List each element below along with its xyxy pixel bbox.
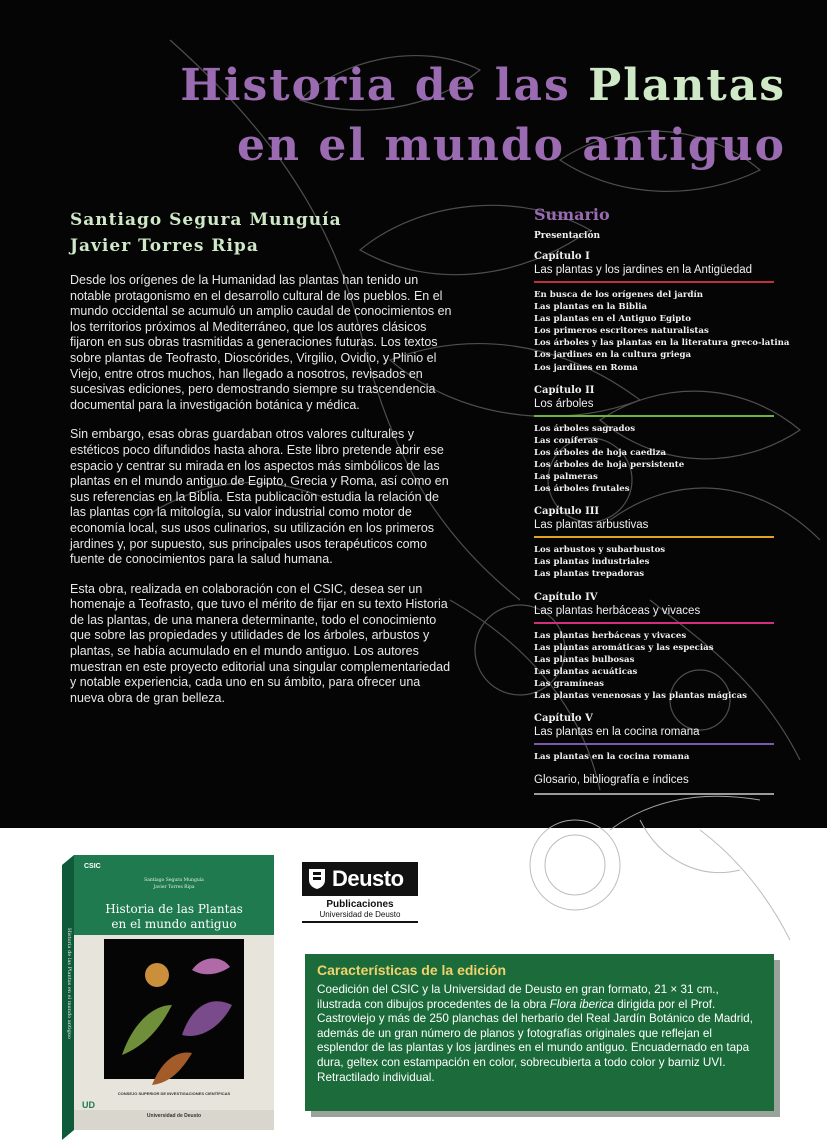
toc-item: Las plantas venenosas y las plantas mágicas — [534, 690, 747, 701]
toc-item: Las plantas trepadoras — [534, 569, 645, 580]
toc-chapter-title: Las plantas herbáceas y vivaces — [534, 604, 701, 617]
author-name: Javier Torres Ripa — [70, 236, 259, 256]
toc-item: Las plantas en la cocina romana — [534, 752, 690, 763]
authors — [70, 207, 342, 259]
features-text-part: Coedición del CSIC y la Universidad de Deusto en gran formato, 21 × 31 cm., ilustrada con dibujos procedentes de la obra — [317, 983, 719, 1011]
toc-item: Los arbustos y subarbustos — [534, 545, 666, 556]
toc-chapter-number: Capítulo IV — [534, 591, 598, 603]
toc-item: Las plantas herbáceas y vivaces — [534, 630, 687, 641]
toc-item: Las plantas en el Antiguo Egipto — [534, 314, 691, 325]
description-paragraph: Desde los orígenes de la Humanidad las plantas han tenido un notable protagonismo en el desarrollo cultural de los pueblos. En el mundo occidental se acumuló un amplio caudal de conocimientos en los territorios próximos al Mediterráneo, que los autores clásicos fijaron en sus obras trasmitidas a generaciones futuras. Los textos sobre plantas de Teofrasto, Dioscórides, Virgilio, Ovidio, y Plinio el Viejo, entre otros muchos, han llegado a nosotros, revisados en sucesivas ediciones, pero demostrando siempre su trascendencia documental para la investigación botánica y médica. — [70, 273, 452, 412]
book-title: en el mundo antiguo — [111, 917, 237, 931]
toc-chapter-title: Las plantas arbustivas — [534, 519, 649, 532]
logo-name: Deusto — [332, 866, 404, 891]
toc-item: Los jardines en Roma — [534, 362, 638, 373]
description-paragraph: Sin embargo, esas obras guardaban otros valores culturales y estéticos poco difundidos hasta ahora. Este libro pretende abrir ese espacio y centrar su mirada en los aspectos más simbólicos de las plantas en el mundo antiguo de Egipto, Grecia y Roma, así como en sus referencias en la Biblia. Esta publicación estudia la relación de las plantas con la mitología, su valor industrial como motor de economía local, sus usos culinarios, su utilización en los primeros jardines y, por supuesto, sus principales usos terapéuticos como fuente de conocimientos para la salud humana. — [70, 427, 449, 567]
toc-item: Las plantas en la Biblia — [534, 302, 648, 313]
toc-item: Las palmeras — [534, 472, 598, 483]
toc-item: Los árboles sagrados — [534, 423, 636, 434]
toc-chapter-rule — [534, 622, 774, 624]
toc-item: Los jardines en la cultura griega — [534, 350, 692, 361]
toc-item: Los primeros escritores naturalistas — [534, 326, 709, 337]
book-author: Javier Torres Ripa — [153, 885, 195, 890]
toc-chapter-number: Capítulo V — [534, 713, 593, 725]
toc-chapter-number: Capítulo II — [534, 384, 595, 396]
features-text-part: dirigida por el Prof. Castroviejo y más de 250 planchas del herbario del Real Jardín Botánico de Madrid, además de un gran número de planos y fotografías originales que reflejan el esplendor de las plantas y los jardines en el mundo antiguo. Encuadernado en tapa dura, geltex con estampación en color, sobrecubierta a todo color y barniz UVI. Retractilado individual. — [317, 997, 753, 1084]
toc-item: Los árboles y las plantas en la literatura greco-latina — [534, 338, 790, 349]
toc-item: Las plantas acuáticas — [534, 666, 638, 677]
toc-chapter-number: Capítulo III — [534, 506, 600, 518]
logo-line2: Universidad de Deusto — [319, 910, 401, 919]
description — [70, 273, 456, 720]
toc-chapter-title: Las plantas en la cocina romana — [534, 726, 700, 739]
toc-item: Los árboles de hoja persistente — [534, 459, 685, 470]
book-publisher: Universidad de Deusto — [146, 1113, 202, 1119]
toc-item: En busca de los orígenes del jardín — [534, 290, 703, 300]
toc-item: Las plantas industriales — [534, 557, 650, 568]
toc-chapter-number: Capítulo I — [534, 251, 590, 262]
toc-item: Las coníferas — [534, 435, 599, 446]
book-title: Historia de las Plantas — [105, 902, 243, 916]
deusto-logo — [302, 862, 418, 923]
toc-chapter-title: Los árboles — [534, 397, 594, 410]
divider — [302, 921, 418, 923]
book-logo-mark: UD — [82, 1100, 95, 1110]
book-spine: Historia de las Plantas en el mundo antiguo — [66, 928, 72, 1040]
toc-title: Sumario — [534, 205, 610, 224]
toc-item: Las plantas aromáticas y las especias — [534, 642, 714, 653]
toc-item: Los árboles de hoja caediza — [534, 447, 667, 458]
features-text — [317, 983, 765, 1085]
toc-item: Las plantas bulbosas — [534, 654, 635, 665]
title-line1-accent: Plantas — [588, 60, 786, 111]
deusto-shield-icon — [308, 868, 326, 890]
title-line2: en el mundo antiguo — [237, 120, 786, 171]
logo-line1: Publicaciones — [326, 899, 394, 910]
toc-chapter-rule — [534, 415, 774, 417]
toc-presentation: Presentación — [534, 231, 601, 241]
toc-chapter-items — [534, 630, 774, 703]
toc-item: Las gramíneas — [534, 678, 605, 689]
toc-item: Los árboles frutales — [534, 484, 630, 495]
toc-chapter-rule — [534, 743, 774, 745]
features-text-italic: Flora iberica — [549, 997, 614, 1011]
book-imprint: CSIC — [84, 863, 101, 870]
toc-chapter-rule — [534, 536, 774, 538]
author-name: Santiago Segura Munguía — [70, 210, 342, 230]
book-cover-image — [62, 855, 274, 1140]
divider — [534, 793, 774, 795]
toc-chapter-items — [534, 423, 774, 496]
book-author: Santiago Segura Munguía — [144, 878, 204, 883]
book-publisher: CONSEJO SUPERIOR DE INVESTIGACIONES CIENTÍFICAS — [117, 1091, 231, 1096]
description-paragraph: Esta obra, realizada en colaboración con el CSIC, desea ser un homenaje a Teofrasto, que tuvo el mérito de fijar en su texto Historia de las plantas, de una manera determinante, todo el conocimiento que sobre las propiedades y utilidades de los árboles, arbustos y plantas, se había acumulado en el mundo antiguo. Los autores muestran en este proyecto editorial una singular complementariedad y notable experiencia, cada uno en su ámbito, para ofrecer una nueva obra de gran belleza. — [70, 581, 451, 705]
toc-chapter-items — [534, 751, 774, 763]
features-box — [305, 954, 774, 1111]
toc-chapter-items — [534, 289, 790, 374]
toc-chapter-title: Las plantas y los jardines en la Antigüedad — [534, 264, 753, 276]
toc-glossary: Glosario, bibliografía e índices — [534, 774, 689, 787]
table-of-contents — [534, 205, 790, 795]
features-title: Características de la edición — [317, 962, 507, 978]
title-line1-start: Historia de las — [180, 60, 589, 111]
toc-chapter-rule — [534, 281, 774, 283]
page-title — [66, 56, 786, 176]
toc-chapter-items — [534, 544, 774, 580]
